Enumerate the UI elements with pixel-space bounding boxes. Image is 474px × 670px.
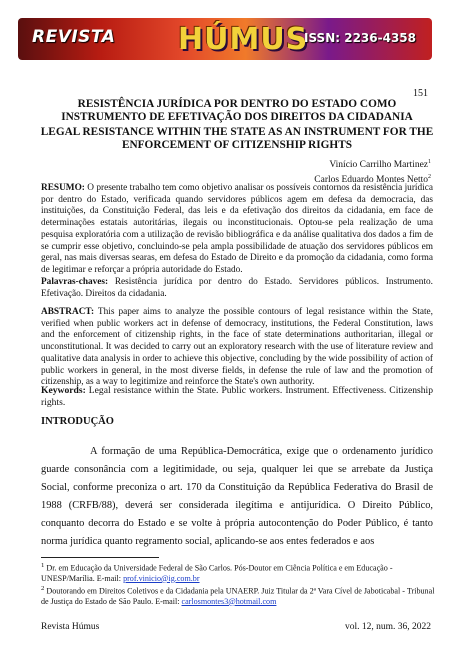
- footnote-1: [41, 561, 435, 584]
- resumo-text: O presente trabalho tem como objetivo analisar os possíveis contornos da resistência jurídica por dentro do Estado, verificada quando servidores públicos agem em defesa da democracia, das instituições, da Constituição Federal, das leis e da efetivação dos direitos da cidadania, em face de determinações estatais autoritárias, ilegais ou inconstitucionais. Optou-se pela realização de uma pesquisa exploratória com a utilização de revisão bibliográfica e da análise qualitativa dos dados a fim de se cumprir esse objetivo, concluindo-se pela ampla possibilidade de atuação dos servidores públicos em geral, nas mais diversas searas, em defesa do Estado de Direito e da promoção da cidadania, como forma de legitimar e reforçar a própria autoridade do Estado.: [41, 183, 433, 275]
- title-portuguese: RESISTÊNCIA JURÍDICA POR DENTRO DO ESTADO COMO INSTRUMENTO DE EFETIVAÇÃO DOS DIREITOS DA CIDADANIA: [61, 98, 413, 123]
- footnote-1-text: Dr. em Educação da Universidade Federal de São Carlos. Pós-Doutor em Ciência Política e em Educação - UNESP/Marília. E-mail:: [41, 563, 393, 583]
- title-english: LEGAL RESISTANCE WITHIN THE STATE AS AN INSTRUMENT FOR THE ENFORCEMENT OF CITIZENSHIP RIGHTS: [40, 126, 434, 151]
- author-2-name: Carlos Eduardo Montes Netto: [314, 175, 428, 186]
- banner-humus-logo: HÚMUS: [178, 22, 309, 57]
- page-number: 151: [413, 88, 428, 99]
- section-heading: INTRODUÇÃO: [41, 416, 114, 427]
- author-1: [314, 156, 431, 171]
- abstract-text: This paper aims to analyze the possible contours of legal resistance within the State, verified when public workers act in defense of democracy, institutions, the Federal Constitution, laws and the enforcement of citizenship rights, in the face of state determinations authoritarian, illegal or unconstitutional. It was decided to carry out an exploratory research with the use of literature review and qualitative data analysis in order to achieve this objective, concluding by the wide possibility of action of public workers in general, in the most diverse fields, in defense the rule of law and the promotion of citizenship, as a way to legitimize and reinforce the State's own authority.: [41, 307, 433, 388]
- body-paragraph: A formação de uma República-Democrática, exige que o ordenamento jurídico guarde consonância com a legitimidade, ou seja, qualquer lei que se arrebate da Justiça Social, conforme preconiza o art. 170 da Constituição da República Federativa do Brasil de 1988 (CRFB/88), deverá ser considerada ilegítima e antijurídica. O Direito Público, conquanto decorra do Estado e se volte à própria autocontenção do Poder Público, é tanto norma jurídica quanto regramento social, aplicando-se aos entes federados e aos: [41, 446, 433, 548]
- keywords-text: Legal resistance within the State. Public workers. Instrument. Effectiveness. Citizenship rights.: [41, 385, 433, 408]
- keywords-paragraph: [41, 385, 433, 409]
- footer-journal-name: Revista Húmus: [41, 622, 100, 632]
- keywords-label: Keywords:: [41, 385, 86, 396]
- banner-revista-label: REVISTA: [32, 27, 116, 47]
- footnote-divider: [41, 557, 159, 558]
- resumo-label: RESUMO:: [41, 183, 85, 193]
- journal-banner: [18, 18, 432, 60]
- footnote-2: [41, 584, 435, 607]
- palavras-text: Resistência jurídica por dentro do Estado. Servidores públicos. Instrumento. Efetivação. Direitos da cidadania.: [41, 277, 433, 299]
- palavras-chaves-paragraph: [41, 277, 433, 300]
- author-list: [314, 156, 431, 186]
- footer-volume: vol. 12, num. 36, 2022: [344, 622, 431, 632]
- abstract-paragraph: [41, 307, 433, 389]
- footnote-1-email-link[interactable]: prof.vinicio@ig.com.br: [123, 573, 200, 583]
- author-2-mark: 2: [428, 174, 431, 181]
- resumo-paragraph: [41, 183, 433, 277]
- abstract-label: ABSTRACT:: [41, 307, 95, 317]
- author-1-mark: 1: [428, 159, 431, 165]
- footnote-1-mark: 1: [41, 562, 45, 569]
- footnote-2-text: Doutorando em Direitos Coletivos e da Cidadania pela UNAERP. Juiz Titular da 2ª Vara Cível de Jaboticabal - Tribunal de Justiça do Estado de São Paulo. E-mail:: [41, 586, 435, 606]
- palavras-label: Palavras-chaves:: [41, 277, 109, 287]
- footnote-2-email-link[interactable]: carlosmontes3@hotmail.com: [181, 596, 277, 606]
- banner-issn: ISSN: 2236-4358: [303, 31, 416, 45]
- footnote-2-mark: 2: [41, 585, 45, 592]
- author-1-name: Vinício Carrilho Martinez: [329, 160, 428, 171]
